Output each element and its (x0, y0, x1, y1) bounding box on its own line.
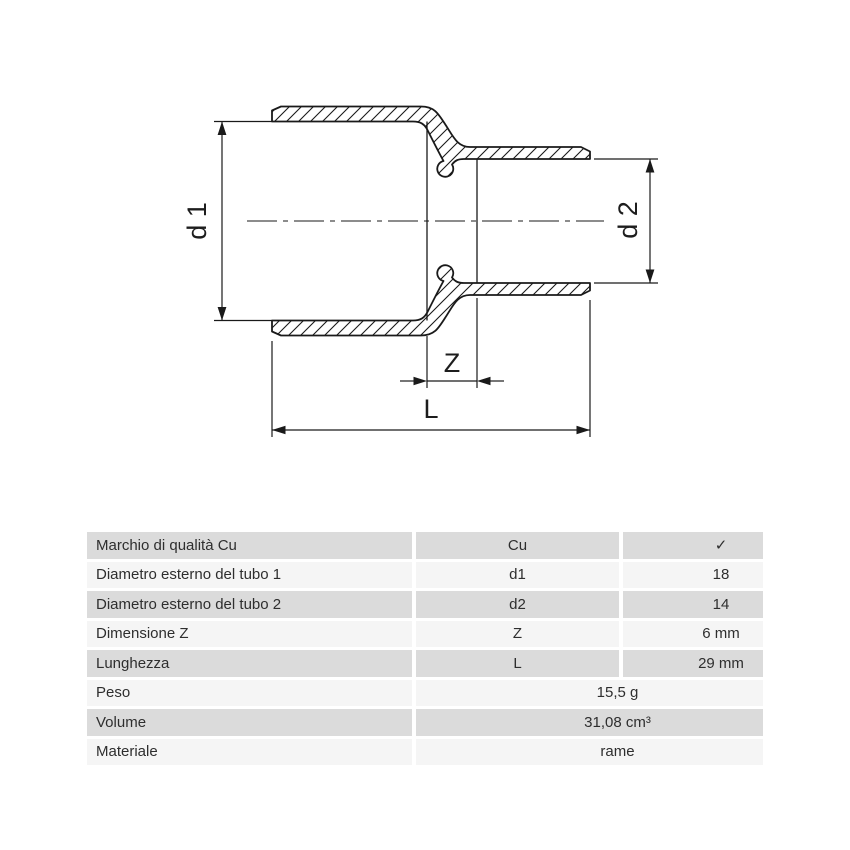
d2-label: d 2 (613, 201, 643, 239)
spec-table (87, 532, 763, 765)
spec-label-cell: Diametro esterno del tubo 1 (87, 562, 412, 589)
spec-value-cell: 29 mm (623, 650, 763, 677)
spec-value-cell: 31,08 cm³ (416, 709, 763, 736)
spec-label-cell: Materiale (87, 739, 412, 766)
fitting-wall-top (272, 107, 590, 177)
spec-label-cell: Marchio di qualità Cu (87, 532, 412, 559)
spec-symbol-cell: L (416, 650, 619, 677)
arrow-right-icon (414, 377, 428, 386)
spec-label-cell: Diametro esterno del tubo 2 (87, 591, 412, 618)
spec-value-cell: 6 mm (623, 621, 763, 648)
spec-value-cell: 14 (623, 591, 763, 618)
arrow-up-icon (218, 122, 227, 136)
arrow-down-icon (218, 307, 227, 321)
z-label: Z (443, 348, 461, 378)
spec-value-cell: ✓ (623, 532, 763, 559)
l-label: L (423, 394, 439, 424)
fitting-wall-bottom (272, 265, 590, 335)
spec-symbol-cell: Cu (416, 532, 619, 559)
spec-symbol-cell: d2 (416, 591, 619, 618)
spec-symbol-cell: Z (416, 621, 619, 648)
arrow-down-icon (646, 270, 655, 284)
spec-symbol-cell: d1 (416, 562, 619, 589)
spec-label-cell: Peso (87, 680, 412, 707)
arrow-left-icon (272, 426, 286, 435)
spec-label-cell: Volume (87, 709, 412, 736)
spec-value-cell: 18 (623, 562, 763, 589)
arrow-up-icon (646, 159, 655, 173)
spec-label-cell: Dimensione Z (87, 621, 412, 648)
spec-value-cell: 15,5 g (416, 680, 763, 707)
arrow-right-icon (577, 426, 591, 435)
d1-label: d 1 (182, 202, 212, 240)
arrow-left-icon (477, 377, 491, 386)
spec-value-cell: rame (416, 739, 763, 766)
spec-label-cell: Lunghezza (87, 650, 412, 677)
